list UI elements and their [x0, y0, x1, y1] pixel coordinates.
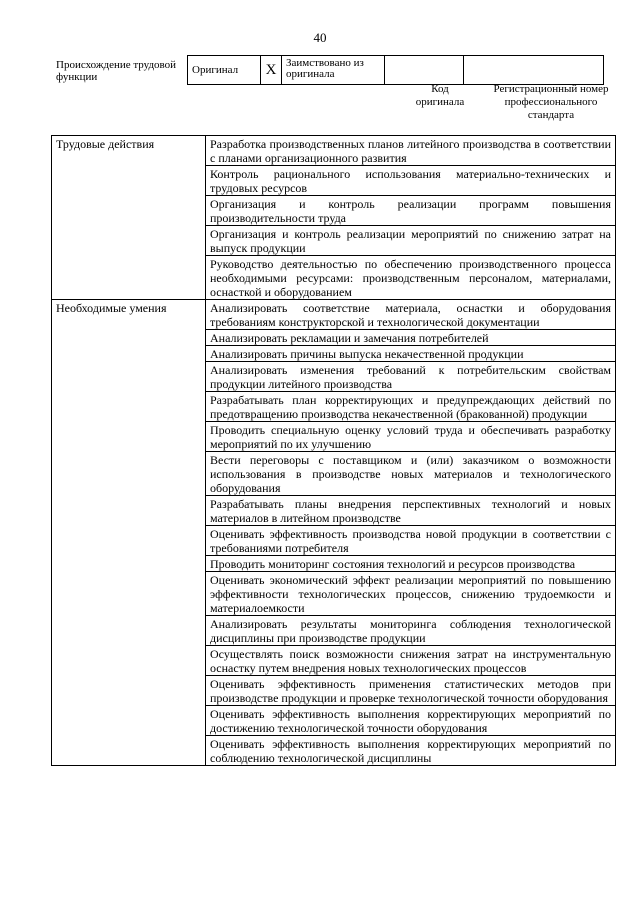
page-number: 40	[313, 30, 327, 45]
skill-item: Осуществлять поиск возможности снижения затрат на инструментальную оснастку путем внедрения новых технологических процессов	[206, 646, 616, 676]
skill-item: Вести переговоры с поставщиком и (или) заказчиком о возможности использования в производстве новых материалов и технологического оборудования	[206, 452, 616, 496]
reg-number-cell	[464, 56, 604, 85]
code-original-cell	[385, 56, 464, 85]
origin-table	[187, 55, 604, 85]
labor-action-item: Контроль рационального использования материально-технических и трудовых ресурсов	[206, 166, 616, 196]
origin-label: Происхождение трудовой функции	[56, 59, 177, 83]
skill-item: Анализировать причины выпуска некачественной продукции	[206, 346, 616, 362]
code-original-caption: Код оригинала	[415, 83, 465, 108]
table-row	[52, 136, 616, 166]
skill-item: Анализировать результаты мониторинга соблюдения технологической дисциплины при производстве продукции	[206, 616, 616, 646]
skills-label: Необходимые умения	[52, 300, 206, 766]
skill-item: Оценивать эффективность выполнения корректирующих мероприятий по соблюдению технологической дисциплины	[206, 736, 616, 766]
skill-item: Разрабатывать планы внедрения перспективных технологий и новых материалов в литейном производстве	[206, 496, 616, 526]
skill-item: Анализировать соответствие материала, оснастки и оборудования требованиям конструкторской и технологической документации	[206, 300, 616, 330]
skill-item: Проводить мониторинг состояния технологий и ресурсов производства	[206, 556, 616, 572]
table-row	[52, 300, 616, 330]
reg-number-caption: Регистрационный номер профессионального стандарта	[493, 83, 609, 121]
labor-action-item: Организация и контроль реализации программ повышения производительности труда	[206, 196, 616, 226]
labor-action-item: Руководство деятельностью по обеспечению производственного процесса необходимыми ресурсами: производственным персоналом, материалами, оснасткой и оборудованием	[206, 256, 616, 300]
skill-item: Оценивать эффективность применения статистических методов при производстве продукции и проверке технологической точности оборудования	[206, 676, 616, 706]
labor-action-item: Организация и контроль реализации мероприятий по снижению затрат на выпуск продукции	[206, 226, 616, 256]
skill-item: Оценивать эффективность производства новой продукции в соответствии с требованиями потребителя	[206, 526, 616, 556]
original-mark: X	[261, 56, 282, 85]
skill-item: Анализировать изменения требований к потребительским свойствам продукции литейного производства	[206, 362, 616, 392]
labor-function-table	[51, 135, 616, 766]
labor-action-item: Разработка производственных планов литейного производства в соответствии с планами организационного развития	[206, 136, 616, 166]
skill-item: Оценивать экономический эффект реализации мероприятий по повышению эффективности технологических процессов, снижению трудоемкости и материалоемкости	[206, 572, 616, 616]
skill-item: Разрабатывать план корректирующих и предупреждающих действий по предотвращению производства некачественной (бракованной) продукции	[206, 392, 616, 422]
skill-item: Оценивать эффективность выполнения корректирующих мероприятий по достижению технологической точности оборудования	[206, 706, 616, 736]
skill-item: Анализировать рекламации и замечания потребителей	[206, 330, 616, 346]
labor-actions-label: Трудовые действия	[52, 136, 206, 300]
borrowed-cell: Заимствовано из оригинала	[282, 56, 385, 85]
original-cell: Оригинал	[188, 56, 261, 85]
skill-item: Проводить специальную оценку условий труда и обеспечивать разработку мероприятий по их улучшению	[206, 422, 616, 452]
